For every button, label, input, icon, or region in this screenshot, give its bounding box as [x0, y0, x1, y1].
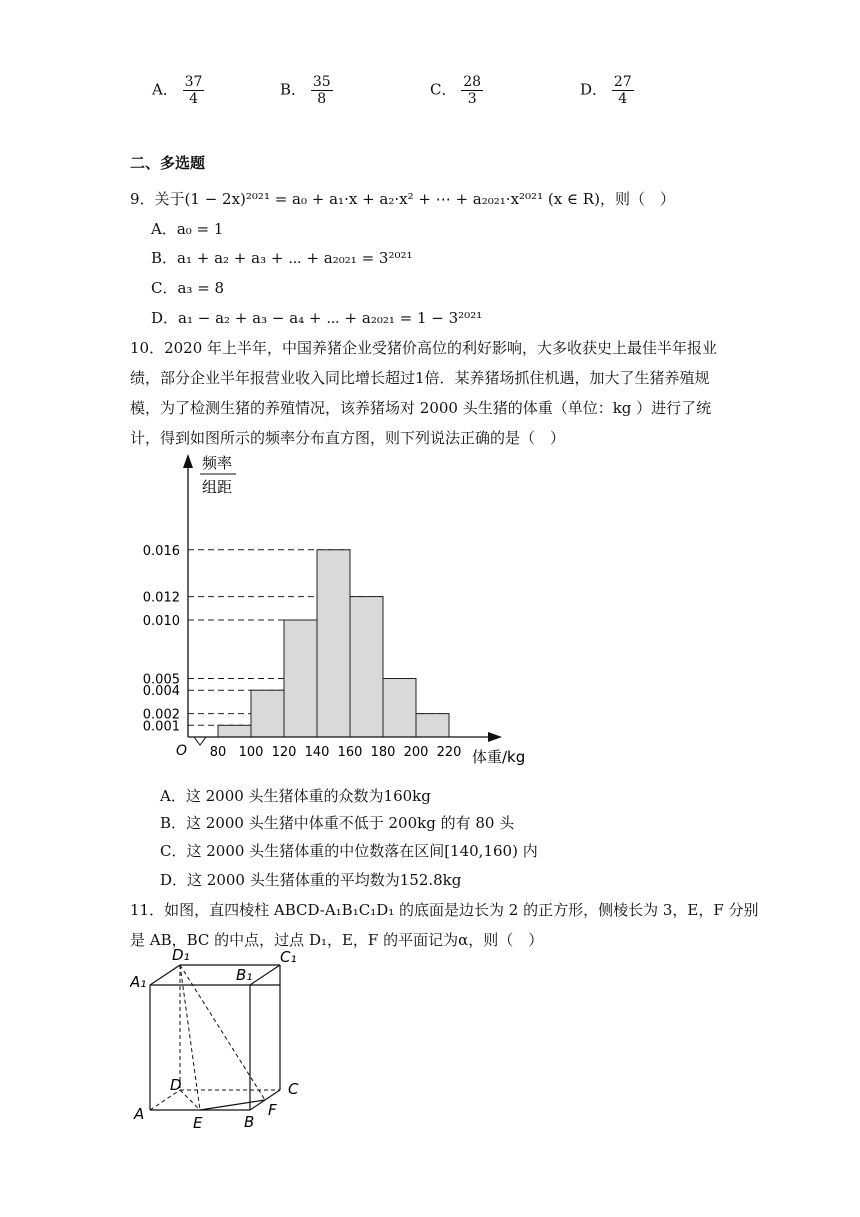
edge-d-e [180, 1090, 200, 1110]
y-tick-label: 0.001 [142, 719, 180, 735]
q10-option-a: A．这 2000 头生猪体重的众数为160kg [160, 787, 431, 805]
x-tick-label: 220 [436, 745, 462, 760]
label-d: D [170, 1076, 182, 1094]
option-letter: C． [430, 80, 457, 99]
section-title: 二、多选题 [130, 154, 206, 172]
q8-option-d [580, 74, 634, 107]
numerator: 27 [613, 74, 632, 90]
label-d1: D₁ [172, 946, 190, 964]
y-label-top: 频率 [202, 454, 233, 472]
q10-line: 计，得到如图所示的频率分布直方图，则下列说法正确的是（ ） [130, 429, 566, 447]
histogram-bar [416, 714, 449, 737]
y-tick-label: 0.016 [142, 543, 180, 559]
q11-line: 是 AB，BC 的中点，过点 D₁，E，F 的平面记为α，则（ ） [130, 931, 544, 949]
fraction [612, 74, 634, 107]
x-tick-label: 160 [337, 745, 363, 760]
q10-line: 10．2020 年上半年，中国养猪企业受猪价高位的利好影响，大多收获史上最佳半年报业 [130, 339, 718, 357]
q10-option-b: B．这 2000 头生猪中体重不低于 200kg 的有 80 头 [160, 814, 515, 832]
origin-label: O [176, 743, 188, 759]
label-c: C [288, 1080, 299, 1098]
x-tick-label: 200 [403, 745, 429, 760]
numerator: 37 [184, 74, 203, 90]
q9-option-c: C．a₃ = 8 [151, 279, 225, 297]
q10-option-c: C．这 2000 头生猪体重的中位数落在区间[140,160) 内 [160, 842, 538, 860]
q8-option-b [280, 74, 333, 107]
histogram-bar [284, 620, 317, 737]
label-f: F [268, 1101, 277, 1119]
edge-b1-c1 [250, 965, 280, 985]
label-a1: A₁ [130, 973, 147, 991]
x-tick-label: 120 [271, 745, 297, 760]
q10-option-d: D．这 2000 头生猪体重的平均数为152.8kg [160, 871, 462, 889]
histogram-bar [350, 597, 383, 737]
y-tick-label: 0.005 [142, 672, 180, 688]
y-axis-arrow [183, 454, 193, 468]
x-label: 体重/kg [472, 748, 526, 766]
q9-option-b: B．a₁ + a₂ + a₃ + ⋯ + a₂₀₂₁ = 3²⁰²¹ [151, 249, 413, 267]
numerator: 28 [463, 74, 482, 90]
denominator: 4 [618, 91, 628, 107]
fraction [311, 74, 333, 107]
x-tick-label: 100 [238, 745, 264, 760]
denominator: 3 [467, 91, 477, 107]
x-tick-label: 180 [370, 745, 396, 760]
histogram-bar [383, 679, 416, 738]
label-e: E [193, 1114, 203, 1132]
denominator: 8 [317, 91, 327, 107]
q9-option-a: A．a₀ = 1 [151, 220, 224, 238]
y-tick-label: 0.004 [142, 684, 180, 700]
axis-break [194, 737, 218, 745]
numerator: 35 [312, 74, 331, 90]
x-tick-label: 80 [209, 745, 227, 760]
label-b: B [244, 1113, 255, 1131]
prism-figure [130, 945, 310, 1135]
y-tick-label: 0.012 [142, 590, 180, 606]
q11-line: 11．如图，直四棱柱 ABCD-A₁B₁C₁D₁ 的底面是边长为 2 的正方形，侧棱长为 3，E，F 分别 [130, 901, 759, 919]
option-letter: D． [580, 80, 608, 99]
edge-a1-d1 [150, 965, 180, 985]
q10-line: 绩，部分企业半年报营业收入同比增长超过1倍．某养猪场抓住机遇，加大了生猪养殖规 [130, 369, 710, 387]
label-c1: C₁ [280, 948, 297, 966]
histogram-bar [251, 690, 284, 737]
q10-line: 模，为了检测生猪的养殖情况，该养猪场对 2000 头生猪的体重（单位：kg ）进行了统 [130, 399, 712, 417]
q10-stem [130, 333, 750, 453]
denominator: 4 [189, 91, 198, 107]
label-b1: B₁ [236, 966, 253, 984]
edge-e-f [200, 1100, 265, 1110]
y-label-bottom: 组距 [202, 478, 233, 496]
histogram-bar [218, 725, 251, 737]
q9-stem: 9．关于(1 − 2x)²⁰²¹ = a₀ + a₁·x + a₂·x² + ⋯ + a₂₀₂₁·x²⁰²¹ (x ∈ R)，则（ ） [130, 190, 675, 208]
q9-option-d: D．a₁ − a₂ + a₃ − a₄ + ⋯ + a₂₀₂₁ = 1 − 3²⁰²¹ [151, 309, 483, 327]
frequency-histogram [130, 448, 540, 773]
y-tick-label: 0.010 [142, 614, 180, 629]
y-tick-label: 0.002 [142, 707, 180, 723]
option-letter: B． [280, 80, 307, 99]
q8-option-a [152, 74, 204, 107]
edge-d1-e [180, 965, 200, 1110]
label-a: A [134, 1105, 145, 1123]
x-axis-arrow [488, 732, 502, 742]
histogram-bar [317, 550, 350, 737]
fraction [461, 74, 483, 107]
q8-option-c [430, 74, 483, 107]
fraction [183, 74, 205, 107]
option-letter: A． [152, 80, 178, 99]
x-tick-label: 140 [304, 745, 330, 760]
